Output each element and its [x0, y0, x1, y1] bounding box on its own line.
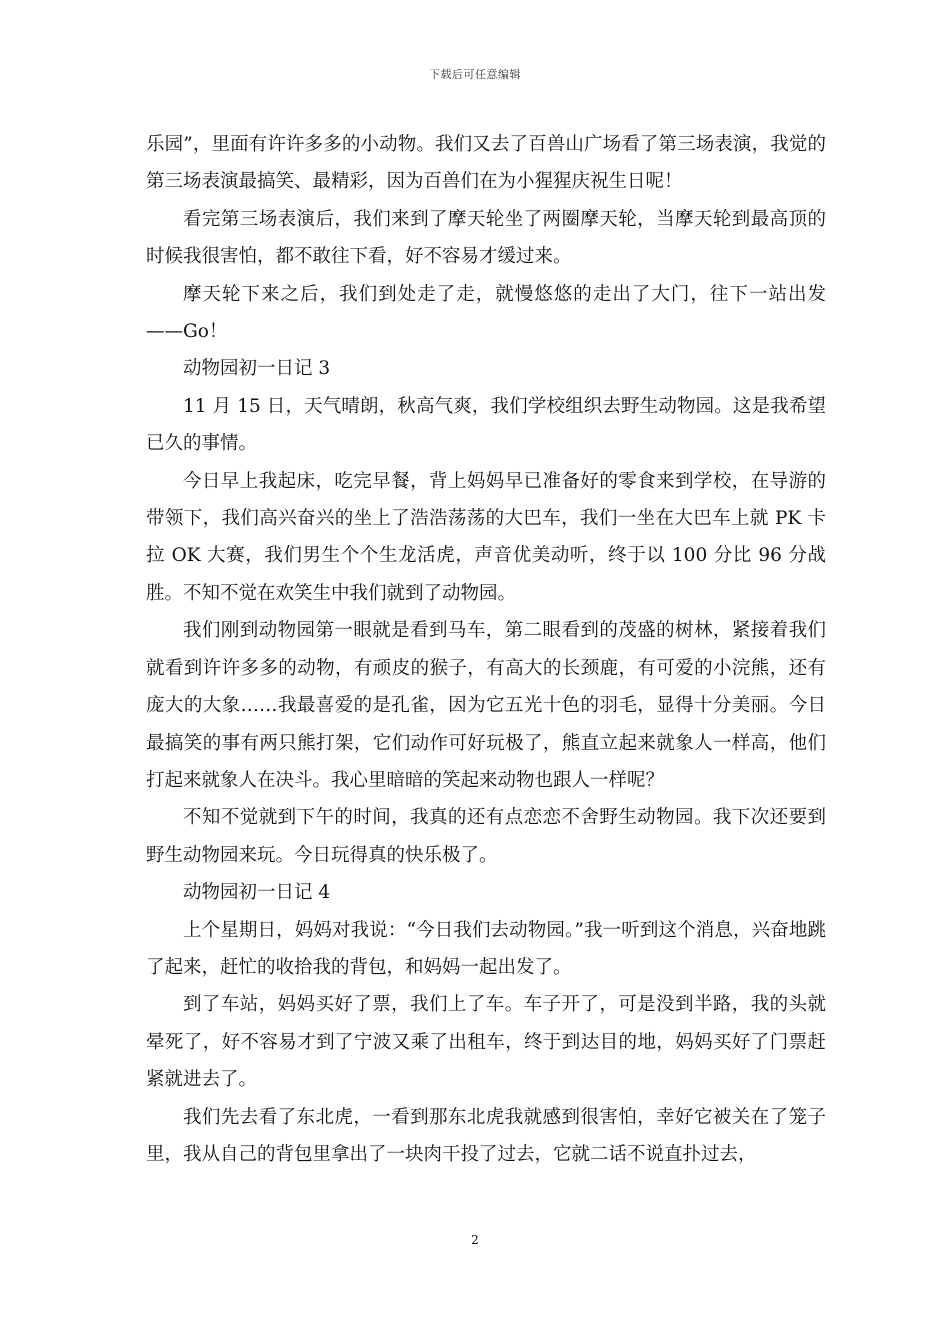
- paragraph: 我们先去看了东北虎，一看到那东北虎我就感到很害怕，幸好它被关在了笼子里，我从自己的背包里拿出了一块肉干投了过去，它就二话不说直扑过去，: [146, 1106, 826, 1165]
- document-body: [146, 126, 826, 1173]
- section-heading: 动物园初一日记 3: [183, 358, 331, 380]
- paragraph: 我们刚到动物园第一眼就是看到马车，第二眼看到的茂盛的树林，紧接着我们就看到许许多多的动物，有顽皮的猴子，有高大的长颈鹿，有可爱的小浣熊，还有庞大的大象……我最喜爱的是孔雀，因为它五光十色的羽毛，显得十分美丽。今日最搞笑的事有两只熊打架，它们动作可好玩极了，熊直立起来就象人一样高，他们打起来就象人在决斗。我心里暗暗的笑起来动物也跟人一样呢？: [146, 620, 826, 791]
- page-number: 2: [471, 1233, 479, 1247]
- section-heading: 动物园初一日记 4: [183, 882, 331, 904]
- paragraph: 乐园”，里面有许许多多的小动物。我们又去了百兽山广场看了第三场表演，我觉的第三场表演最搞笑、最精彩，因为百兽们在为小猩猩庆祝生日呢！: [146, 134, 826, 193]
- page-header: 下载后可任意编辑: [429, 68, 521, 81]
- paragraph: 到了车站，妈妈买好了票，我们上了车。车子开了，可是没到半路，我的头就晕死了，好不容易才到了宁波又乘了出租车，终于到达目的地，妈妈买好了门票赶紧就进去了。: [146, 994, 826, 1091]
- paragraph: 不知不觉就到下午的时间，我真的还有点恋恋不舍野生动物园。我下次还要到野生动物园来玩。今日玩得真的快乐极了。: [146, 807, 826, 866]
- paragraph: 今日早上我起床，吃完早餐，背上妈妈早已准备好的零食来到学校，在导游的带领下，我们高兴奋兴的坐上了浩浩荡荡的大巴车，我们一坐在大巴车上就 PK 卡拉 OK 大赛，我们男生个个生龙活虎，声音优美动听，终于以 100 分比 96 分战胜。不知不觉在欢笑生中我们就到了动物园。: [146, 470, 826, 604]
- paragraph: 11 月 15 日，天气晴朗，秋高气爽，我们学校组织去野生动物园。这是我希望已久的事情。: [146, 395, 826, 455]
- paragraph: 摩天轮下来之后，我们到处走了走，就慢悠悠的走出了大门，往下一站出发——Go！: [146, 283, 826, 343]
- paragraph: 上个星期日，妈妈对我说：“今日我们去动物园。”我一听到这个消息，兴奋地跳了起来，赶忙的收拾我的背包，和妈妈一起出发了。: [146, 919, 826, 978]
- paragraph: 看完第三场表演后，我们来到了摩天轮坐了两圈摩天轮，当摩天轮到最高顶的时候我很害怕，都不敢往下看，好不容易才缓过来。: [146, 208, 826, 268]
